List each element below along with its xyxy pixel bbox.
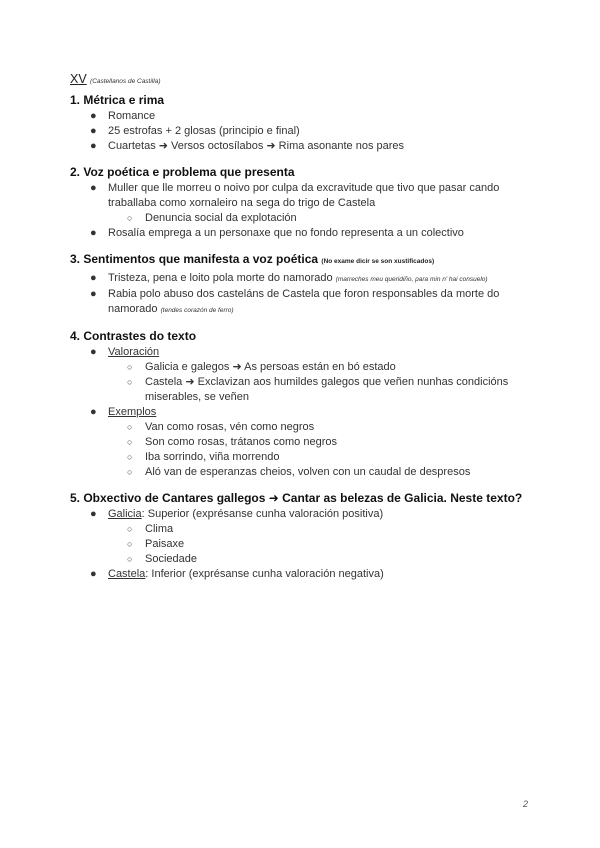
bullet-list bbox=[70, 271, 540, 318]
list-item: ● Rabia polo abuso dos casteláns de Castela que foron responsables da morte do namorado (tendes corazón de ferro) bbox=[90, 288, 500, 315]
circle-bullet-icon: ○ bbox=[127, 362, 133, 372]
section-heading: 5. Obxectivo de Cantares gallegos ➜ Cantar as belezas de Galicia. Neste texto? bbox=[70, 491, 523, 505]
bullet-icon: ● bbox=[90, 110, 97, 122]
item-note: (marreches meu queridiño, para min n' hai consuelo) bbox=[335, 276, 488, 283]
document-subtitle: (Castellanos de Castilla) bbox=[90, 78, 161, 85]
sub-list-item: ○ Paisaxe bbox=[127, 538, 185, 550]
sub-list-item: ○ Clima bbox=[127, 523, 174, 535]
document-title-line bbox=[70, 72, 540, 86]
bullet-icon: ● bbox=[90, 272, 97, 284]
page-number: 2 bbox=[522, 799, 528, 809]
sub-list-item: ○ Son como rosas, trátanos como negros bbox=[127, 436, 337, 448]
sub-list-item: ○ Castela ➜ Exclavizan aos humildes galegos que veñen nunhas condicións miserables, se veñen bbox=[127, 376, 509, 403]
list-item: ● Rosalía emprega a un personaxe que no fondo representa a un colectivo bbox=[90, 227, 464, 239]
section-metrica bbox=[70, 92, 540, 154]
sub-list-item: ○ Sociedade bbox=[127, 553, 197, 565]
circle-bullet-icon: ○ bbox=[127, 554, 133, 564]
sub-list-item: ○ Aló van de esperanzas cheios, volven con un caudal de despresos bbox=[127, 466, 471, 478]
bullet-list bbox=[70, 109, 540, 154]
bullet-icon: ● bbox=[90, 182, 97, 194]
circle-bullet-icon: ○ bbox=[127, 437, 133, 447]
list-item: ● Cuartetas ➜ Versos octosílabos ➜ Rima asonante nos pares bbox=[90, 140, 405, 152]
circle-bullet-icon: ○ bbox=[127, 213, 133, 223]
bullet-icon: ● bbox=[90, 125, 97, 137]
section-voz-poetica bbox=[70, 164, 540, 241]
bullet-list bbox=[70, 507, 540, 582]
sub-list-item: ○ Galicia e galegos ➜ As persoas están en bó estado bbox=[127, 361, 396, 373]
list-item: ● 25 estrofas + 2 glosas (principio e final) bbox=[90, 125, 300, 137]
section-heading: 4. Contrastes do texto bbox=[70, 329, 197, 343]
list-item: ● Exemplos bbox=[90, 406, 157, 418]
circle-bullet-icon: ○ bbox=[127, 539, 133, 549]
list-item: ● Romance bbox=[90, 110, 156, 122]
section-sentimentos bbox=[70, 251, 540, 318]
bullet-list bbox=[70, 181, 540, 241]
document-title: XV bbox=[70, 72, 87, 86]
section-heading: 3. Sentimentos que manifesta a voz poética (No exame dicir se son xustificados) bbox=[70, 252, 435, 266]
sub-list-item: ○ Iba sorrindo, viña morrendo bbox=[127, 451, 280, 463]
circle-bullet-icon: ○ bbox=[127, 377, 133, 387]
section-heading: 1. Métrica e rima bbox=[70, 93, 165, 107]
sub-list-item: ○ Van como rosas, vén como negros bbox=[127, 421, 315, 433]
bullet-icon: ● bbox=[90, 406, 97, 418]
bullet-icon: ● bbox=[90, 346, 97, 358]
list-item: ● Galicia: Superior (exprésanse cunha valoración positiva) bbox=[90, 508, 384, 520]
section-contrastes bbox=[70, 328, 540, 480]
section-heading: 2. Voz poética e problema que presenta bbox=[70, 165, 295, 179]
circle-bullet-icon: ○ bbox=[127, 452, 133, 462]
section-obxectivo bbox=[70, 490, 540, 582]
document-page bbox=[70, 72, 540, 592]
list-item: ● Castela: Inferior (exprésanse cunha valoración negativa) bbox=[90, 568, 384, 580]
circle-bullet-icon: ○ bbox=[127, 524, 133, 534]
bullet-icon: ● bbox=[90, 140, 97, 152]
bullet-icon: ● bbox=[90, 288, 97, 300]
bullet-icon: ● bbox=[90, 227, 97, 239]
list-item: ● Valoración bbox=[90, 346, 160, 358]
bullet-icon: ● bbox=[90, 568, 97, 580]
item-note: (tendes corazón de ferro) bbox=[160, 307, 234, 314]
bullet-list bbox=[70, 345, 540, 480]
sub-list-item: ○ Denuncia social da explotación bbox=[127, 212, 297, 224]
circle-bullet-icon: ○ bbox=[127, 467, 133, 477]
list-item: ● Muller que lle morreu o noivo por culpa da excravitude que tivo que pasar cando traballaba como xornaleiro na sega do trigo de Castela bbox=[90, 182, 500, 209]
list-item: ● Tristeza, pena e loito pola morte do namorado (marreches meu queridiño, para min n' hai consuelo) bbox=[90, 272, 488, 284]
bullet-icon: ● bbox=[90, 508, 97, 520]
heading-note: (No exame dicir se son xustificados) bbox=[321, 258, 435, 265]
circle-bullet-icon: ○ bbox=[127, 422, 133, 432]
